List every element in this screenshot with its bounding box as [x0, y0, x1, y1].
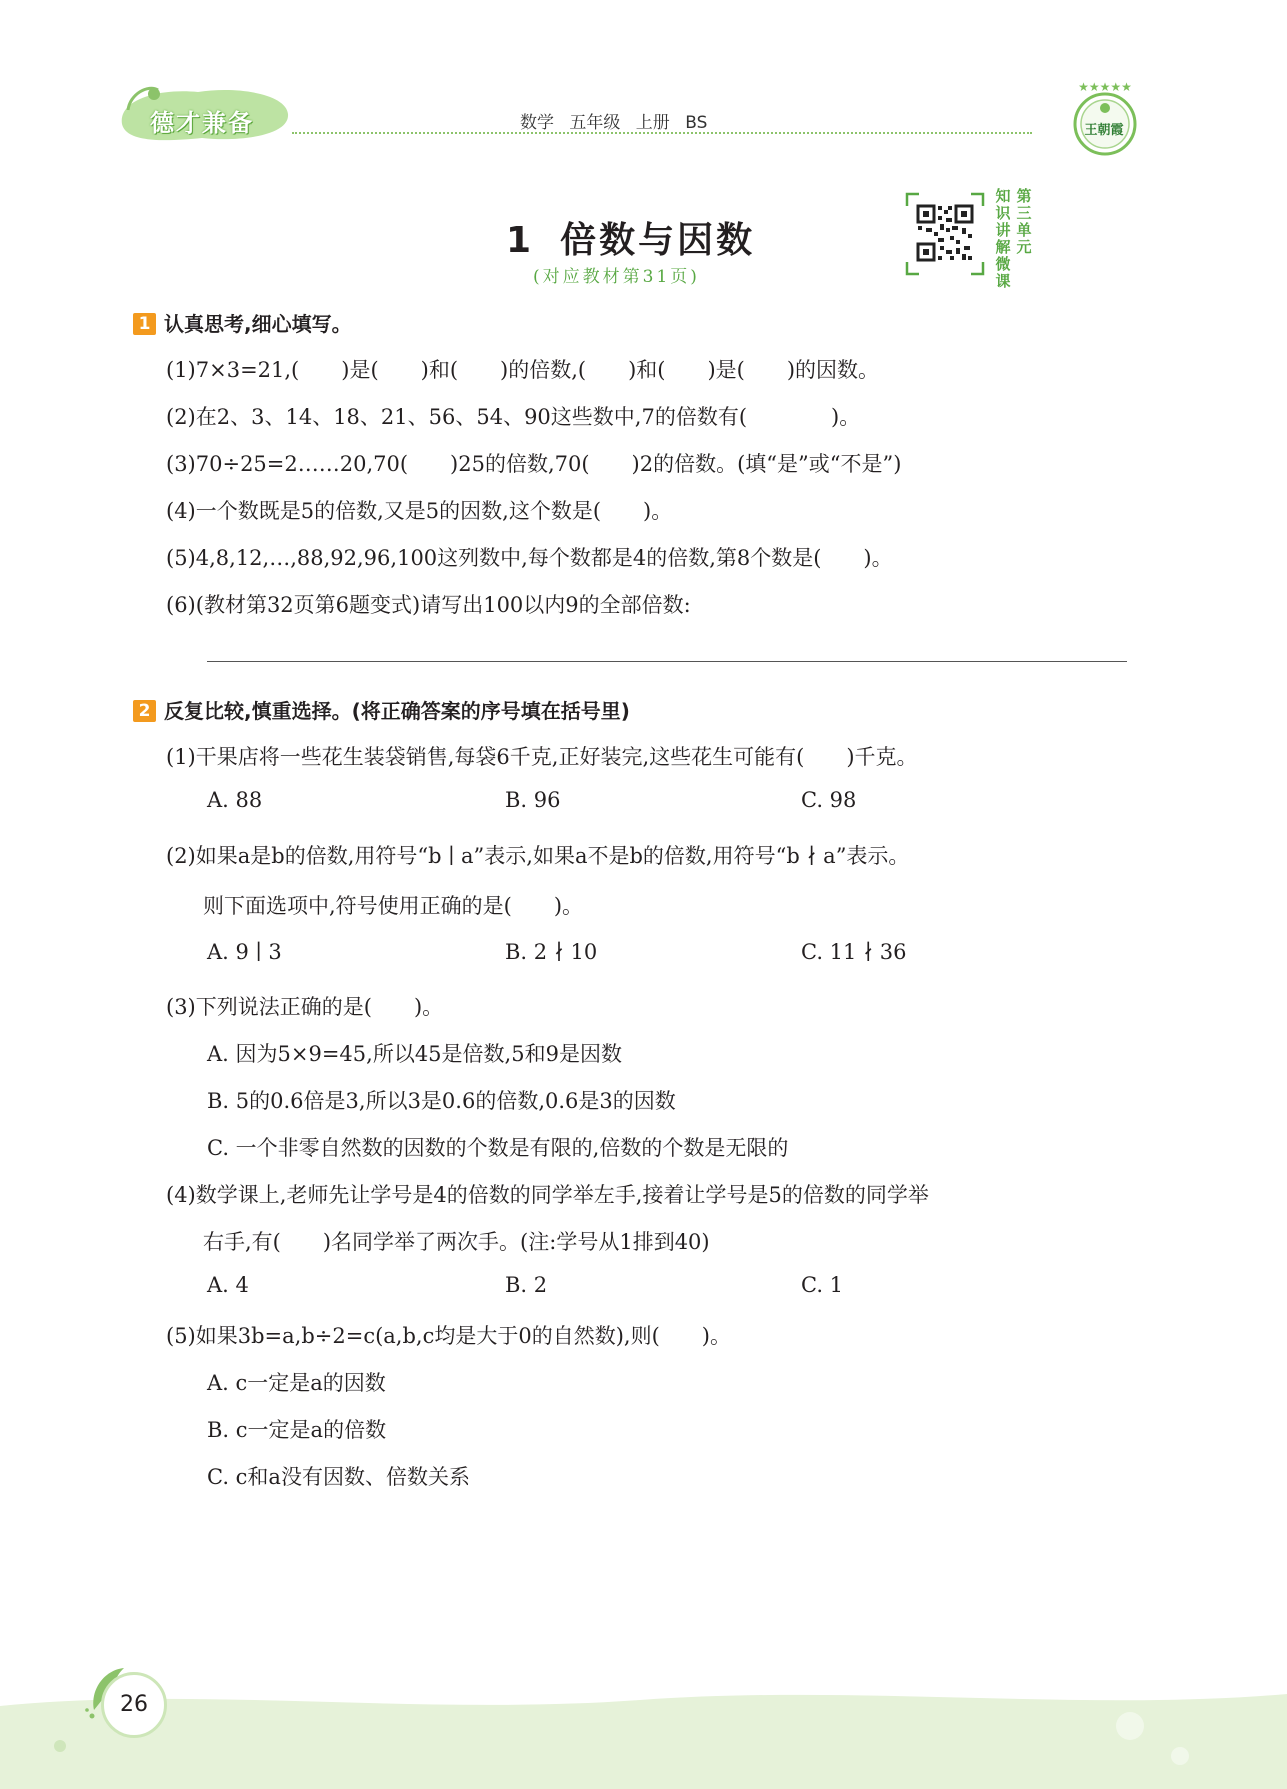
section-1-number: 1 — [133, 313, 156, 335]
qr-code-icon[interactable] — [905, 192, 985, 276]
s2-q3-option-c: C. 一个非零自然数的因数的个数是有限的,倍数的个数是无限的 — [207, 1136, 789, 1160]
s2-q4-option-b: B. 2 — [505, 1273, 548, 1297]
publisher-badge-text: 王朝霞 — [1084, 123, 1124, 138]
s2-q2-option-b: B. 2 ∤ 10 — [505, 940, 598, 964]
page-number: 26 — [120, 1692, 148, 1717]
s2-q5-option-a: A. c一定是a的因数 — [207, 1371, 386, 1395]
s2-q1-option-a: A. 88 — [207, 788, 263, 812]
s2-q3-option-b: B. 5的0.6倍是3,所以3是0.6的倍数,0.6是3的因数 — [207, 1089, 676, 1113]
section-1-title: 认真思考,细心填写。 — [164, 312, 352, 336]
s2-q4-option-c: C. 1 — [801, 1273, 844, 1297]
s2-q3-stem: (3)下列说法正确的是( )。 — [166, 995, 444, 1019]
s2-q4-stem-line-1: (4)数学课上,老师先让学号是4的倍数的同学举左手,接着让学号是5的倍数的同学举 — [166, 1183, 929, 1207]
s1-item-5: (5)4,8,12,…,88,92,96,100这列数中,每个数都是4的倍数,第8个数是( )。 — [166, 546, 893, 570]
s1-item-4: (4)一个数既是5的倍数,又是5的因数,这个数是( )。 — [166, 499, 673, 523]
s2-q2-stem-line-1: (2)如果a是b的倍数,用符号“b ∣ a”表示,如果a不是b的倍数,用符号“b ∤ a”表示。 — [166, 844, 910, 868]
s2-q5-stem: (5)如果3b=a,b÷2=c(a,b,c均是大于0的自然数),则( )。 — [166, 1324, 731, 1348]
s2-q3-option-a: A. 因为5×9=45,所以45是倍数,5和9是因数 — [207, 1042, 622, 1066]
textbook-reference: (对应教材第31页) — [533, 267, 700, 287]
lesson-number: 1 — [506, 220, 535, 261]
s1-item-6: (6)(教材第32页第6题变式)请写出100以内9的全部倍数: — [166, 593, 691, 617]
s1-item-3: (3)70÷25=2……20,70( )25的倍数,70( )2的倍数。(填“是”或“不是”) — [166, 452, 902, 476]
s2-q4-stem-line-2: 右手,有( )名同学举了两次手。(注:学号从1排到40) — [203, 1230, 710, 1254]
header-subject-line: 数学 五年级 上册 BS — [520, 113, 708, 133]
s1-item-2: (2)在2、3、14、18、21、56、54、90这些数中,7的倍数有( )。 — [166, 405, 861, 429]
s2-q5-option-b: B. c一定是a的倍数 — [207, 1418, 387, 1442]
header-divider — [292, 132, 1032, 134]
s1-item-1: (1)7×3=21,( )是( )和( )的倍数,( )和( )是( )的因数。 — [166, 358, 880, 382]
footer-decoration — [0, 1676, 1287, 1789]
micro-lesson-label: 知识讲解微课 — [995, 187, 1011, 290]
page-title — [506, 212, 755, 263]
answer-writing-line[interactable] — [207, 661, 1127, 662]
s2-q1-option-b: B. 96 — [505, 788, 561, 812]
section-2-title: 反复比较,慎重选择。(将正确答案的序号填在括号里) — [164, 699, 630, 723]
s2-q1-option-c: C. 98 — [801, 788, 857, 812]
s2-q5-option-c: C. c和a没有因数、倍数关系 — [207, 1465, 470, 1489]
unit-label: 第三单元 — [1016, 187, 1032, 256]
section-2-number: 2 — [133, 700, 156, 722]
section-1-heading — [133, 308, 352, 337]
s2-q2-stem-line-2: 则下面选项中,符号使用正确的是( )。 — [203, 894, 584, 918]
lesson-title: 倍数与因数 — [560, 220, 756, 261]
s2-q4-option-a: A. 4 — [207, 1273, 249, 1297]
s2-q2-option-c: C. 11 ∤ 36 — [801, 940, 907, 964]
brand-logo-text: 德才兼备 — [150, 109, 254, 137]
section-2-heading — [133, 695, 630, 724]
svg-text:★★★★★: ★★★★★ — [1078, 80, 1132, 94]
s2-q1-stem: (1)干果店将一些花生装袋销售,每袋6千克,正好装完,这些花生可能有( )千克。 — [166, 745, 918, 769]
s2-q2-option-a: A. 9 ∣ 3 — [207, 940, 282, 964]
